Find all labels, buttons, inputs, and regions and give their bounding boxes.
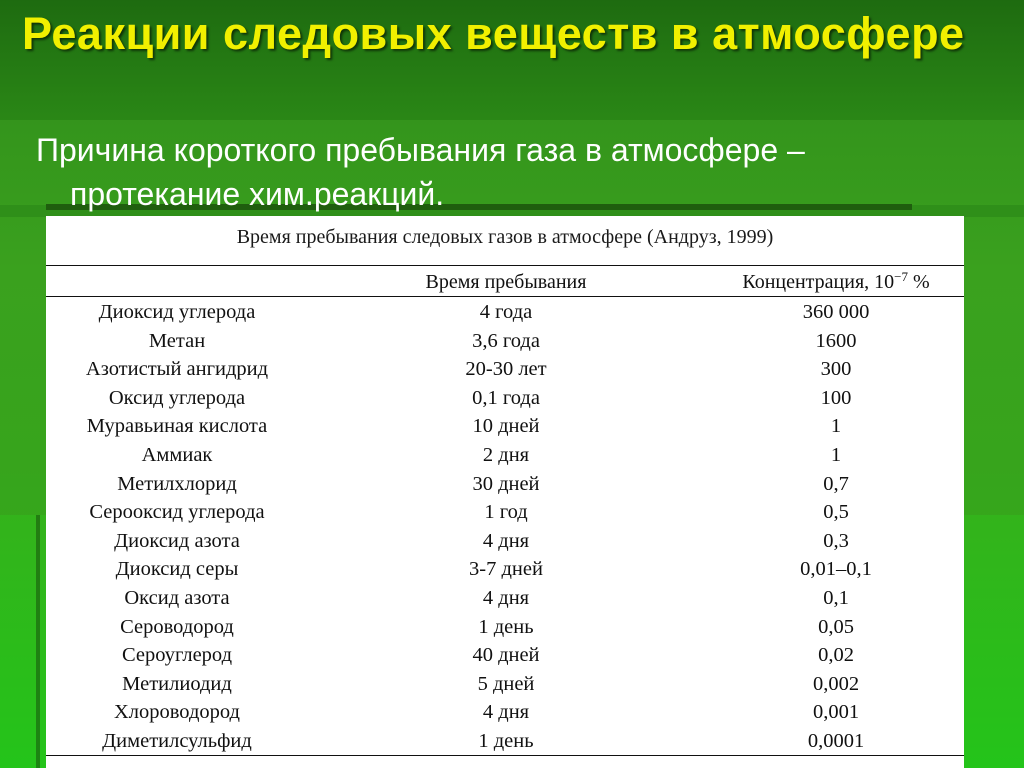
table-row xyxy=(46,384,964,413)
background-shadow xyxy=(36,515,40,768)
cell-concentration: 1 xyxy=(830,415,842,438)
cell-residence-time: 20-30 лет xyxy=(465,358,547,381)
table-row xyxy=(46,355,964,384)
cell-residence-time: 4 дня xyxy=(482,586,530,609)
bullet-text xyxy=(36,128,1011,216)
cell-concentration: 1 xyxy=(830,443,842,466)
cell-residence-time: 10 дней xyxy=(472,415,540,438)
cell-residence-time: 2 дня xyxy=(482,443,530,466)
table-row xyxy=(46,670,964,699)
cell-substance: Метилхлорид xyxy=(117,472,237,495)
cell-concentration: 0,02 xyxy=(818,644,854,667)
cell-substance: Метан xyxy=(148,329,206,352)
cell-concentration: 0,1 xyxy=(823,586,849,609)
table-row xyxy=(46,327,964,356)
cell-substance: Хлороводород xyxy=(113,701,240,724)
cell-residence-time: 1 год xyxy=(484,501,528,524)
cell-residence-time: 4 дня xyxy=(482,701,530,724)
table-row xyxy=(46,727,964,756)
cell-substance: Муравьиная кислота xyxy=(86,415,268,438)
cell-substance: Азотистый ангидрид xyxy=(85,358,269,381)
table-rule-bottom xyxy=(46,755,964,756)
table-row xyxy=(46,412,964,441)
slide-title: Реакции следовых веществ в атмосфере xyxy=(22,8,965,59)
table-row xyxy=(46,527,964,556)
table-row xyxy=(46,298,964,327)
cell-substance: Метилиодид xyxy=(122,672,232,695)
table-caption: Время пребывания следовых газов в атмосфере (Андруз, 1999) xyxy=(236,226,774,248)
table-row xyxy=(46,641,964,670)
table-row xyxy=(46,555,964,584)
cell-concentration: 0,05 xyxy=(818,615,854,638)
cell-concentration: 100 xyxy=(820,386,852,409)
cell-substance: Серооксид углерода xyxy=(89,501,265,524)
cell-substance: Оксид углерода xyxy=(108,386,246,409)
table-rule-top xyxy=(46,265,964,266)
cell-substance: Аммиак xyxy=(141,443,213,466)
cell-substance: Сероводород xyxy=(120,615,234,638)
cell-residence-time: 1 день xyxy=(478,615,534,638)
cell-concentration: 0,0001 xyxy=(807,729,865,752)
table-row xyxy=(46,584,964,613)
cell-substance: Диоксид азота xyxy=(114,529,240,552)
cell-residence-time: 3-7 дней xyxy=(469,558,543,581)
header-concentration xyxy=(676,268,996,296)
cell-concentration: 0,5 xyxy=(823,501,849,524)
table-row xyxy=(46,470,964,499)
cell-residence-time: 5 дней xyxy=(477,672,535,695)
cell-residence-time: 4 года xyxy=(479,301,533,323)
cell-substance: Сероуглерод xyxy=(121,644,233,667)
table-row xyxy=(46,441,964,470)
cell-substance: Диметилсульфид xyxy=(102,729,252,752)
cell-concentration: 1600 xyxy=(815,329,857,352)
table-row xyxy=(46,613,964,642)
cell-residence-time: 0,1 года xyxy=(472,386,540,409)
bullet-line-1: Причина короткого пребывания газа в атмосфере – xyxy=(36,132,805,168)
cell-substance: Диоксид углерода xyxy=(98,301,256,323)
cell-residence-time: 40 дней xyxy=(472,644,540,667)
cell-substance: Оксид азота xyxy=(124,586,230,609)
cell-concentration: 0,01–0,1 xyxy=(800,558,872,581)
cell-residence-time: 1 день xyxy=(478,729,534,752)
cell-substance: Диоксид серы xyxy=(115,558,239,581)
table-body xyxy=(46,298,964,756)
header-concentration-prefix: Концентрация, 10 xyxy=(742,271,895,293)
table-row xyxy=(46,698,964,727)
cell-concentration: 300 xyxy=(820,358,852,381)
cell-concentration: 0,002 xyxy=(812,672,860,695)
cell-residence-time: 30 дней xyxy=(472,472,540,495)
bullet-line-2: протекание хим.реакций. xyxy=(70,176,445,212)
header-concentration-exponent: −7 xyxy=(894,269,908,284)
cell-concentration: 360 000 xyxy=(802,301,870,323)
residence-time-table xyxy=(46,216,964,768)
table-rule-header xyxy=(46,296,964,297)
cell-residence-time: 4 дня xyxy=(482,529,530,552)
header-concentration-suffix: % xyxy=(907,271,930,293)
table-row xyxy=(46,498,964,527)
cell-residence-time: 3,6 года xyxy=(472,329,540,352)
cell-concentration: 0,7 xyxy=(823,472,849,495)
cell-concentration: 0,3 xyxy=(823,529,849,552)
cell-concentration: 0,001 xyxy=(812,701,860,724)
header-residence-time: Время пребывания xyxy=(425,271,587,293)
